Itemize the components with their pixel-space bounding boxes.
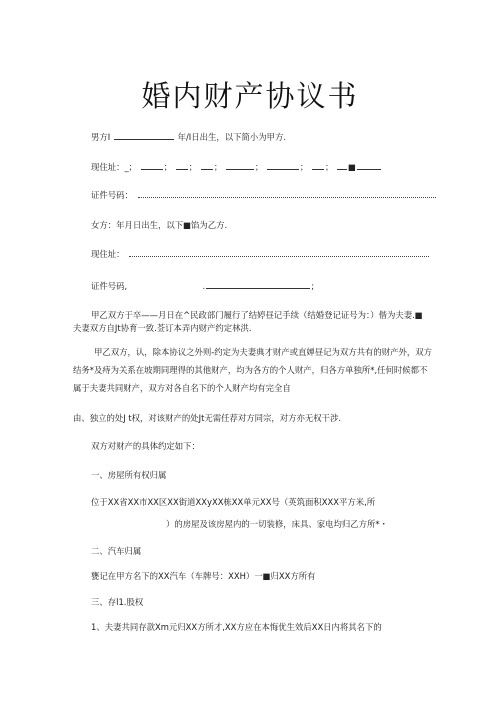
paragraph-property-line-4: 由、独立的处J t权，对该财产的处Jt无需任荐对方同宗，对方亦无权干涉. <box>73 413 342 423</box>
paragraph-marriage-line-2: 夫妻双方自Jt协育一致.莶订本弄内财产约定林洪. <box>73 323 252 333</box>
address-separator: ； <box>324 162 334 172</box>
female-id-mark: . <box>202 281 206 291</box>
address-blank-6 <box>312 160 324 170</box>
male-id-line <box>91 189 436 201</box>
section-deposit-title: 三、存l1.股权 <box>91 597 144 607</box>
paragraph-property-line-1: 甲乙双方，认，除本协议之外则-约定为夫妻典才财产或直婵昼记为双方共有的财产外，双方 <box>94 347 433 357</box>
female-address-line <box>91 248 429 260</box>
paragraph-property-line-3: 属于夫妻共同财产，双方对各自名下的个人财产均有完全自 <box>73 383 291 393</box>
section-house-line-2: ）的房屋及该房屋内的一切装修，床具、家电均归乙方所*・ <box>166 519 388 529</box>
female-id-line <box>91 279 314 292</box>
section-house-line-1: 位于XX省XX市XX区XX街道XXyXX栋XX单元XX号（英筑面积XXX平方米,所 <box>91 497 376 507</box>
female-address-blank <box>129 248 429 257</box>
male-id-label: 证件号码： <box>91 190 133 200</box>
male-address-label: 现住址：_； <box>91 162 138 172</box>
address-separator: ； <box>254 162 264 172</box>
male-address-line <box>91 160 382 173</box>
address-blank-2 <box>176 160 188 170</box>
address-blank-8 <box>357 160 381 170</box>
document-title: 婚内财产协议书 <box>141 79 359 113</box>
male-name-blank <box>114 130 174 140</box>
female-id-end: ; <box>311 281 315 291</box>
female-id-label: 证件号码, <box>91 281 128 291</box>
address-blank-1 <box>141 160 163 170</box>
address-blank-7 <box>337 160 347 170</box>
section-deposit-line-1: 1、夫妻共同存款Xm元归XX方所才,XX方应在本悔优生效后XX日内将其名下的 <box>91 622 382 632</box>
address-blank-4 <box>226 160 254 170</box>
address-separator: ； <box>213 162 223 172</box>
address-separator: ； <box>188 162 198 172</box>
section-house-title: 一、房屋所有权归属 <box>91 470 167 480</box>
address-separator: ； <box>163 162 173 172</box>
paragraph-agreement-intro: 双方对财产的具体约定如下： <box>91 441 200 451</box>
address-mark: ■ <box>348 162 356 172</box>
paragraph-marriage-line-1: 甲乙双方于卒——月日在^民政部门履行了结婷昼记手续（结婚登记证号为：）偕为夫妻.■ <box>91 310 423 320</box>
female-id-blank <box>206 279 310 289</box>
address-blank-3 <box>201 160 213 170</box>
paragraph-property-line-2: 结务*及痔为关系在坡期同理得的其他财产，均为各方的个人财产，归各方单独所*,任何时候都不 <box>73 365 428 375</box>
section-car-title: 二、汽车归属 <box>91 546 142 556</box>
male-party-suffix: 年/I日出生，以下简小为甲方. <box>177 132 287 142</box>
male-id-blank <box>138 189 436 198</box>
address-blank-5 <box>267 160 299 170</box>
male-party-prefix: 男方I <box>91 132 111 142</box>
section-car-line-1: 甕记在甲方名下的XX汽车（车牌号：XXH）一■归XX方所有 <box>91 571 316 581</box>
address-separator: ； <box>299 162 309 172</box>
female-party-line: 女方：年月日出生，以下■馅为乙方. <box>91 220 228 230</box>
female-address-label: 现住址： <box>91 249 125 259</box>
male-party-line <box>91 130 286 143</box>
